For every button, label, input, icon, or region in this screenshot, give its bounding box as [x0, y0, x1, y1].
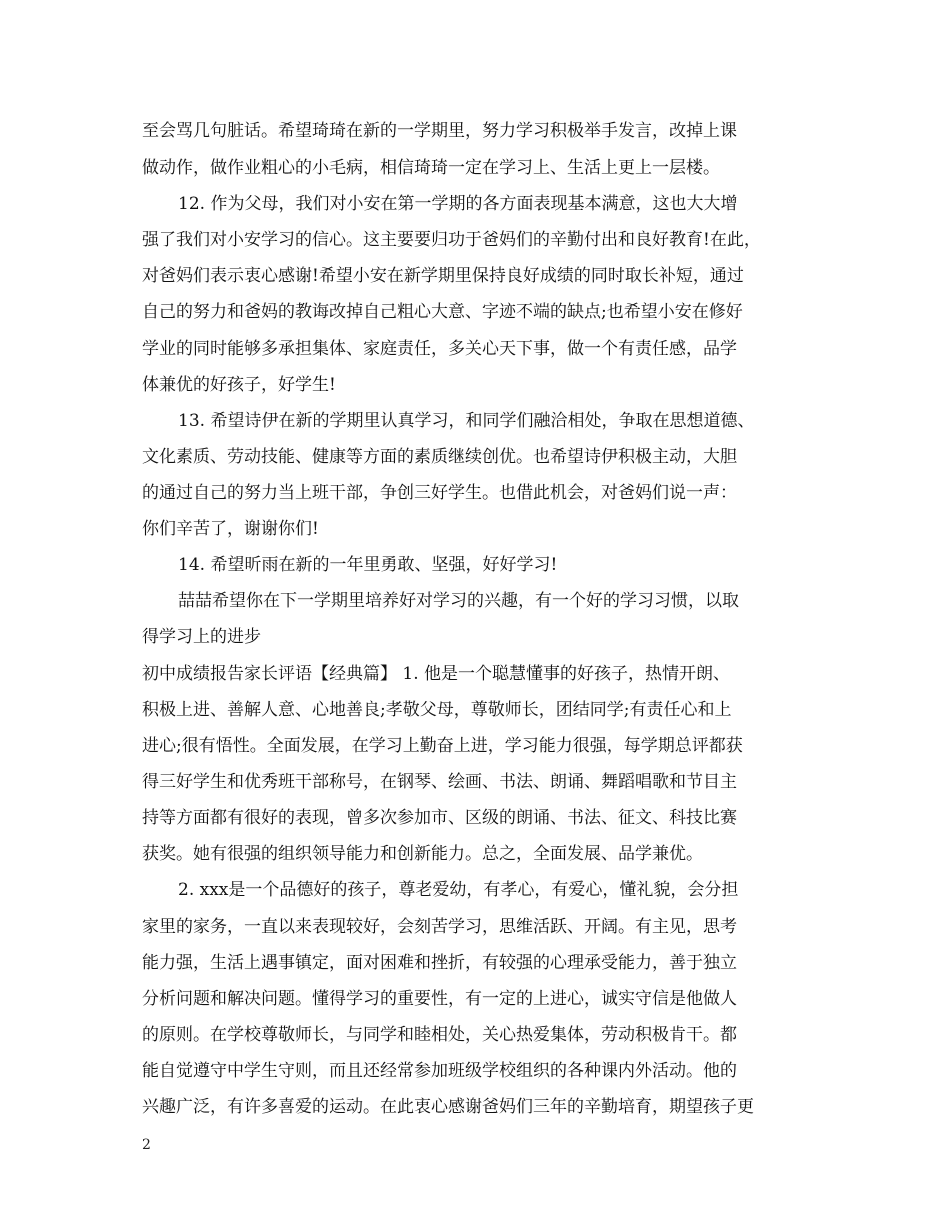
text-line: 至会骂几句脏话。希望琦琦在新的一学期里，努力学习积极举手发言，改掉上课 — [142, 121, 737, 141]
text-line: 14. 希望昕雨在新的一年里勇敢、坚强，好好学习! — [178, 555, 558, 575]
text-line: 进心;很有悟性。全面发展，在学习上勤奋上进，学习能力很强，每学期总评都获 — [142, 736, 743, 756]
text-line: 持等方面都有很好的表现，曾多次参加市、区级的朗诵、书法、征文、科技比赛 — [142, 808, 737, 828]
text-line: 你们辛苦了，谢谢你们! — [142, 519, 319, 539]
text-line: 2. xxx是一个品德好的孩子，尊老爱幼，有孝心，有爱心，懂礼貌，会分担 — [178, 880, 739, 900]
text-line: 得学习上的进步 — [142, 627, 261, 647]
text-line: 做动作，做作业粗心的小毛病，相信琦琦一定在学习上、生活上更上一层楼。 — [142, 158, 720, 178]
text-line: 文化素质、劳动技能、健康等方面的素质继续创优。也希望诗伊积极主动，大胆 — [142, 447, 737, 467]
text-line: 学业的同时能够多承担集体、家庭责任，多关心天下事，做一个有责任感，品学 — [142, 339, 737, 359]
text-line: 的通过自己的努力当上班干部，争创三好学生。也借此机会，对爸妈们说一声： — [142, 483, 737, 503]
text-line: 对爸妈们表示衷心感谢!希望小安在新学期里保持良好成绩的同时取长补短，通过 — [142, 266, 744, 286]
text-line: 自己的努力和爸妈的教诲改掉自己粗心大意、字迹不端的缺点;也希望小安在修好 — [142, 302, 743, 322]
text-line: 的原则。在学校尊敬师长，与同学和睦相处，关心热爱集体，劳动积极肯干。都 — [142, 1025, 737, 1045]
page-number: 2 — [142, 1137, 151, 1153]
text-line: 分析问题和解决问题。懂得学习的重要性，有一定的上进心，诚实守信是他做人 — [142, 989, 737, 1009]
text-line: 13. 希望诗伊在新的学期里认真学习，和同学们融洽相处，争取在思想道德、 — [178, 411, 755, 431]
text-line: 12. 作为父母，我们对小安在第一学期的各方面表现基本满意，这也大大增 — [178, 194, 738, 214]
text-line: 兴趣广泛，有许多喜爱的运动。在此衷心感谢爸妈们三年的辛勤培育，期望孩子更 — [142, 1097, 754, 1117]
text-line: 喆喆希望你在下一学期里培养好对学习的兴趣，有一个好的学习习惯，以取 — [178, 591, 739, 611]
text-line: 得三好学生和优秀班干部称号，在钢琴、绘画、书法、朗诵、舞蹈唱歌和节目主 — [142, 772, 737, 792]
text-line: 体兼优的好孩子，好学生! — [142, 375, 336, 395]
text-line: 能自觉遵守中学生守则，而且还经常参加班级学校组织的各种课内外活动。他的 — [142, 1061, 737, 1081]
text-line: 积极上进、善解人意、心地善良;孝敬父母，尊敬师长，团结同学;有责任心和上 — [142, 700, 732, 720]
text-line: 初中成绩报告家长评语【经典篇】 1. 他是一个聪慧懂事的好孩子，热情开朗、 — [142, 664, 731, 684]
text-line: 强了我们对小安学习的信心。这主要要归功于爸妈们的辛勤付出和良好教育!在此， — [142, 230, 761, 250]
text-line: 能力强，生活上遇事镇定，面对困难和挫折，有较强的心理承受能力，善于独立 — [142, 953, 737, 973]
text-line: 获奖。她有很强的组织领导能力和创新能力。总之，全面发展、品学兼优。 — [142, 844, 703, 864]
text-line: 家里的家务，一直以来表现较好，会刻苦学习，思维活跃、开阔。有主见，思考 — [142, 917, 737, 937]
